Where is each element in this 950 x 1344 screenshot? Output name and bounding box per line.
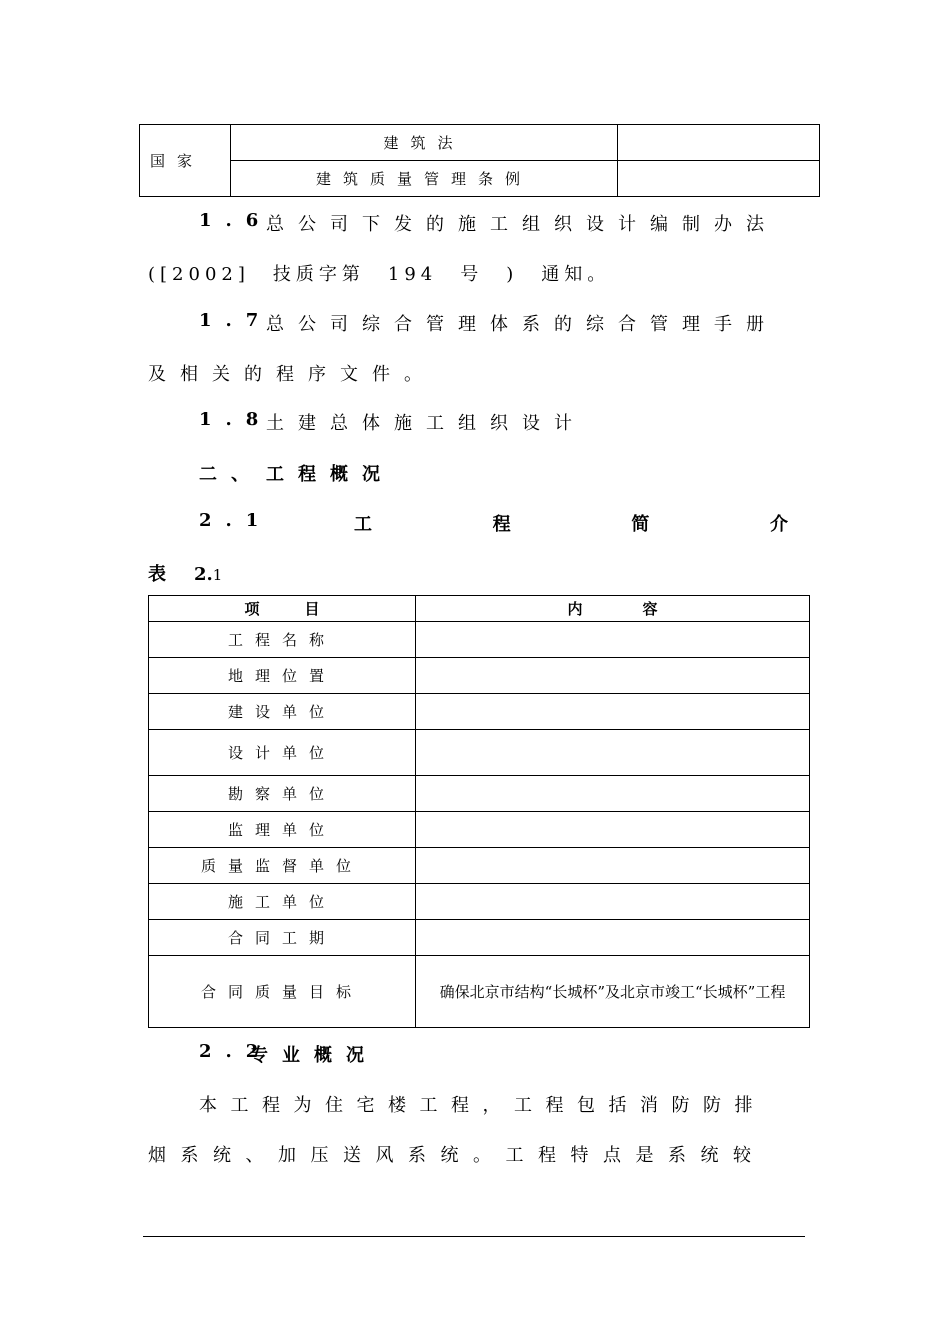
section-2-2-title: 专业概况 <box>250 1045 378 1066</box>
row-content <box>416 730 810 776</box>
table-row <box>149 848 810 884</box>
section-2-1-char: 程 <box>492 514 511 535</box>
paragraph-line-2: 烟系统、加压送风系统。工程特点是系统较 <box>148 1145 766 1166</box>
item-1-7-number: 1.7 <box>199 310 273 331</box>
row-item: 设计单位 <box>149 730 416 776</box>
section-2-title: 工程概况 <box>266 464 394 485</box>
table-row <box>149 694 810 730</box>
table-caption-sub: 1 <box>212 566 223 584</box>
table-row <box>149 658 810 694</box>
law-note-cell <box>618 161 820 197</box>
table-row <box>149 622 810 658</box>
row-content <box>416 848 810 884</box>
row-content <box>416 694 810 730</box>
row-item: 建设单位 <box>149 694 416 730</box>
law-name-cell: 建筑质量管理条例 <box>231 161 618 197</box>
row-item: 质量监督单位 <box>149 848 416 884</box>
section-2-1-title <box>354 510 788 536</box>
table-caption <box>148 560 222 586</box>
table-row <box>149 776 810 812</box>
paragraph-line-1: 本工程为住宅楼工程，工程包括消防防排 <box>199 1095 766 1116</box>
table-row <box>149 920 810 956</box>
table-row <box>149 956 810 1028</box>
item-1-8-text: 土建总体施工组织设计 <box>266 413 586 434</box>
table-row <box>149 812 810 848</box>
overview-table <box>148 595 810 1028</box>
law-category-cell: 国家 <box>140 125 231 197</box>
item-1-7-text-b: 及相关的程序文件。 <box>148 364 436 385</box>
law-note-cell <box>618 125 820 161</box>
row-item: 地理位置 <box>149 658 416 694</box>
row-content <box>416 776 810 812</box>
row-content <box>416 622 810 658</box>
law-name-cell: 建筑法 <box>231 125 618 161</box>
section-2-number: 二、 <box>199 464 263 485</box>
row-content: 确保北京市结构“长城杯”及北京市竣工“长城杯”工程 <box>416 956 810 1028</box>
row-item: 勘察单位 <box>149 776 416 812</box>
item-1-7-text-a: 总公司综合管理体系的综合管理手册 <box>266 314 778 335</box>
header-item: 项 目 <box>149 596 416 622</box>
law-table <box>139 124 820 197</box>
item-1-6-text-b: ([2002] 技质字第 194 号 ) 通知。 <box>148 264 611 285</box>
table-caption-label: 表 <box>148 564 166 585</box>
item-1-6-text-a: 总公司下发的施工组织设计编制办法 <box>266 214 778 235</box>
item-1-8-number: 1.8 <box>199 409 273 430</box>
item-1-6-number: 1.6 <box>199 210 273 231</box>
row-content <box>416 920 810 956</box>
row-item: 监理单位 <box>149 812 416 848</box>
section-2-1-char: 简 <box>631 514 650 535</box>
row-content <box>416 658 810 694</box>
row-content <box>416 812 810 848</box>
table-caption-number: 2. <box>194 564 213 585</box>
table-row <box>149 884 810 920</box>
section-2-1-char: 介 <box>769 514 788 535</box>
header-content: 内 容 <box>416 596 810 622</box>
section-2-1-number: 2.1 <box>199 510 273 531</box>
row-item: 施工单位 <box>149 884 416 920</box>
table-row <box>149 730 810 776</box>
row-content <box>416 884 810 920</box>
row-item: 合同工期 <box>149 920 416 956</box>
row-item: 合同质量目标 <box>149 956 416 1028</box>
section-2-2-number: 2.2 <box>199 1041 273 1062</box>
section-2-1-char: 工 <box>354 514 372 535</box>
table-header-row <box>149 596 810 622</box>
footer-divider <box>143 1236 805 1237</box>
row-item: 工程名称 <box>149 622 416 658</box>
